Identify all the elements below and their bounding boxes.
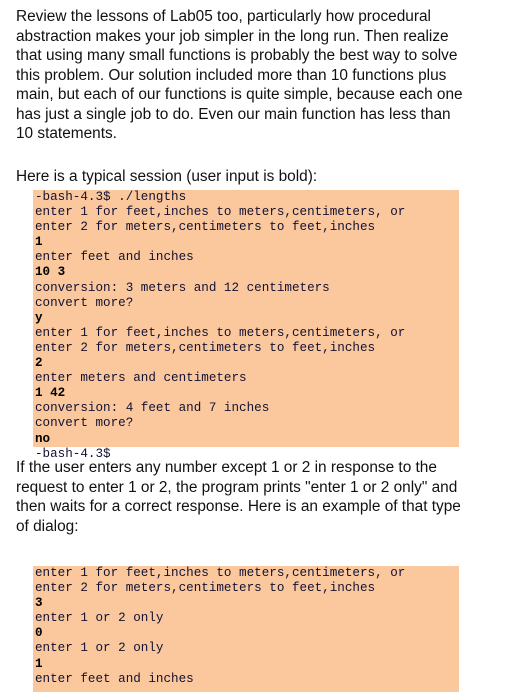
program-output-line: conversion: 3 meters and 12 centimeters [35,280,330,295]
paragraph-line: then waits for a correct response. Here is an example of that type [16,498,461,515]
user-input-line: 1 [35,656,43,671]
program-output-line: enter meters and centimeters [35,371,247,386]
paragraph-line: Here is a typical session (user input is bold): [16,168,318,185]
program-output-line: convert more? [35,295,134,310]
program-output-line: enter feet and inches [35,250,194,265]
program-output-line: enter 1 for feet,inches to meters,centimeters, or [35,325,406,340]
user-input-line: 0 [35,626,43,641]
invalid-input-code-block [33,566,459,692]
user-input-line: 2 [35,356,43,371]
program-output-line: enter 1 for feet,inches to meters,centimeters, or [35,566,406,580]
paragraph-line: 10 statements. [16,125,117,142]
user-input-line: 1 42 [35,386,66,401]
program-output-line: enter 2 for meters,centimeters to feet,inches [35,581,376,596]
typical-session-code-block [33,190,459,461]
program-output-line: enter 1 or 2 only [35,641,164,656]
session-intro-paragraph [16,167,516,187]
paragraph-line: If the user enters any number except 1 or 2 in response to the [16,459,437,476]
program-output-line: enter 1 or 2 only [35,611,164,626]
paragraph-line: of dialog: [16,517,79,535]
program-output-line: convert more? [35,416,134,431]
intro-paragraph [16,7,516,144]
user-input-line: y [35,310,43,325]
paragraph-line: this problem. Our solution included more than 10 functions plus [16,66,447,84]
program-output-line: enter feet and inches [35,671,194,686]
user-input-line: 3 [35,596,43,611]
paragraph-line: has just a single job to do. Even our main function has less than [16,105,451,123]
program-output-line: -bash-4.3$ ./lengths [35,190,187,204]
user-input-line: no [35,431,51,446]
program-output-line: enter 2 for meters,centimeters to feet,inches [35,340,376,355]
paragraph-line: that using many small functions is probably the best way to solve [16,47,458,64]
program-output-line: enter 2 for meters,centimeters to feet,inches [35,220,376,235]
user-input-line: 1 [35,235,43,250]
program-output-line: conversion: 4 feet and 7 inches [35,401,270,416]
program-output-line: enter 1 for feet,inches to meters,centimeters, or [35,205,406,220]
paragraph-line: abstraction makes your job simpler in the long run. Then realize [16,27,449,45]
program-output-line: -bash-4.3$ [35,446,111,461]
user-input-line: 10 3 [35,265,66,280]
invalid-input-paragraph [16,458,516,536]
paragraph-line: main, but each of our functions is quite simple, because each one [16,86,463,103]
paragraph-line: request to enter 1 or 2, the program prints "enter 1 or 2 only" and [16,478,458,496]
paragraph-line: Review the lessons of Lab05 too, particularly how procedural [16,8,431,25]
